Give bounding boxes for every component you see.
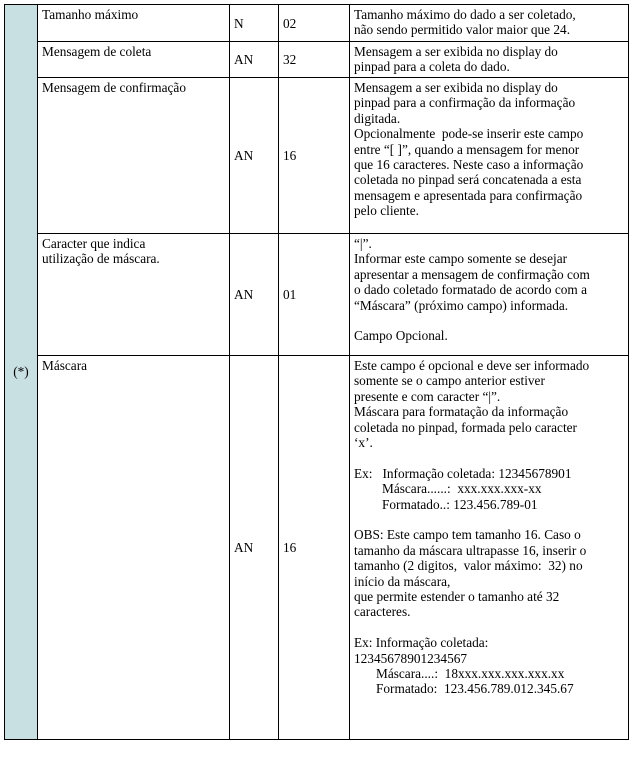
- field-type: N: [234, 15, 244, 31]
- group-marker: (*): [13, 364, 29, 380]
- field-description-cell: [350, 42, 629, 78]
- description-line: pinpad para a coleta do dado.: [354, 59, 510, 75]
- description-line: coletada no pinpad, formada pelo caracter: [354, 419, 577, 435]
- description-line: Informar este campo somente se desejar: [354, 251, 568, 267]
- description-line: digitada.: [354, 110, 401, 126]
- field-name-cell: [38, 42, 230, 78]
- field-size: 01: [283, 287, 297, 303]
- field-type: AN: [234, 148, 254, 164]
- description-line: mensagem e apresentada para confirmação: [354, 187, 583, 203]
- table-row: [5, 234, 629, 356]
- description-line: o dado coletado formatado de acordo com a: [354, 282, 587, 298]
- field-name: Tamanho máximo: [42, 7, 139, 22]
- field-type: AN: [234, 287, 254, 303]
- field-name: Máscara: [42, 358, 88, 373]
- example-line: Máscara....: 18xxx.xxx.xxx.xxx.xx: [376, 666, 565, 682]
- description-line: Mensagem a ser exibida no display do: [354, 80, 558, 95]
- description-line: caracteres.: [354, 604, 411, 620]
- field-description-cell: [350, 356, 629, 740]
- field-type-cell: [230, 42, 279, 78]
- description-line: entre “[ ]”, quando a mensagem for menor: [354, 141, 580, 157]
- example-line: 12345678901234567: [354, 650, 468, 666]
- field-size: 16: [283, 540, 297, 556]
- field-name: Caracter que indica: [42, 236, 146, 251]
- description-spacer: [354, 512, 624, 527]
- description-line: tamanho (2 digitos, valor máximo: 32) no: [354, 558, 583, 574]
- field-type-cell: [230, 5, 279, 42]
- description-line: ‘x’.: [354, 435, 373, 451]
- field-description-cell: [350, 78, 629, 234]
- description-line: Este campo é opcional e deve ser informado: [354, 358, 590, 373]
- field-spec-table: [4, 4, 629, 740]
- description-line: apresentar a mensagem de confirmação com: [354, 266, 590, 282]
- description-line: presente e com caracter “|”.: [354, 388, 501, 404]
- description-spacer: [354, 620, 624, 635]
- description-line: somente se o campo anterior estiver: [354, 373, 545, 389]
- field-name: Mensagem de confirmação: [42, 80, 186, 95]
- field-name-cell: [38, 78, 230, 234]
- field-size-cell: [279, 356, 350, 740]
- table-row: [5, 356, 629, 740]
- description-line: “|”.: [354, 236, 372, 251]
- field-name-cell: [38, 356, 230, 740]
- field-name: utilização de máscara.: [42, 251, 160, 267]
- description-spacer: [354, 450, 624, 465]
- description-line: Campo Opcional.: [354, 328, 448, 344]
- description-line: tamanho da máscara ultrapasse 16, inserir o: [354, 542, 587, 558]
- group-marker-cell: [5, 5, 38, 740]
- field-name: Mensagem de coleta: [42, 44, 152, 59]
- table-row: [5, 5, 629, 42]
- field-size-cell: [279, 234, 350, 356]
- description-line: não sendo permitido valor maior que 24.: [354, 22, 571, 38]
- field-name-cell: [38, 234, 230, 356]
- example-line: Ex: Informação coletada: 12345678901: [354, 465, 572, 481]
- description-line: Máscara para formatação da informação: [354, 404, 569, 420]
- field-type-cell: [230, 78, 279, 234]
- table-row: [5, 42, 629, 78]
- field-type-cell: [230, 234, 279, 356]
- field-description-cell: [350, 234, 629, 356]
- table-row: [5, 78, 629, 234]
- description-line: que permite estender o tamanho até 32: [354, 589, 560, 605]
- field-size: 16: [283, 148, 297, 164]
- description-spacer: [354, 313, 624, 328]
- description-line: pelo cliente.: [354, 203, 419, 219]
- field-type: AN: [234, 52, 254, 68]
- description-line: Mensagem a ser exibida no display do: [354, 44, 558, 59]
- field-size-cell: [279, 5, 350, 42]
- field-type: AN: [234, 540, 254, 556]
- field-type-cell: [230, 356, 279, 740]
- example-line: Formatado..: 123.456.789-01: [382, 496, 538, 512]
- example-line: Formatado: 123.456.789.012.345.67: [376, 681, 574, 697]
- example-line: Máscara......: xxx.xxx.xxx-xx: [382, 481, 542, 497]
- field-size-cell: [279, 42, 350, 78]
- description-line: OBS: Este campo tem tamanho 16. Caso o: [354, 527, 581, 543]
- example-line: Ex: Informação coletada:: [354, 635, 489, 651]
- field-size: 02: [283, 15, 297, 31]
- field-description-cell: [350, 5, 629, 42]
- description-line: início da máscara,: [354, 573, 451, 589]
- description-line: “Máscara” (próximo campo) informada.: [354, 297, 569, 313]
- description-line: que 16 caracteres. Neste caso a informação: [354, 157, 584, 173]
- field-size: 32: [283, 52, 297, 68]
- description-line: pinpad para a confirmação da informação: [354, 95, 576, 111]
- field-size-cell: [279, 78, 350, 234]
- field-name-cell: [38, 5, 230, 42]
- description-line: Tamanho máximo do dado a ser coletado,: [354, 7, 576, 22]
- description-line: coletada no pinpad será concatenada a esta: [354, 172, 582, 188]
- description-line: Opcionalmente pode-se inserir este campo: [354, 126, 584, 142]
